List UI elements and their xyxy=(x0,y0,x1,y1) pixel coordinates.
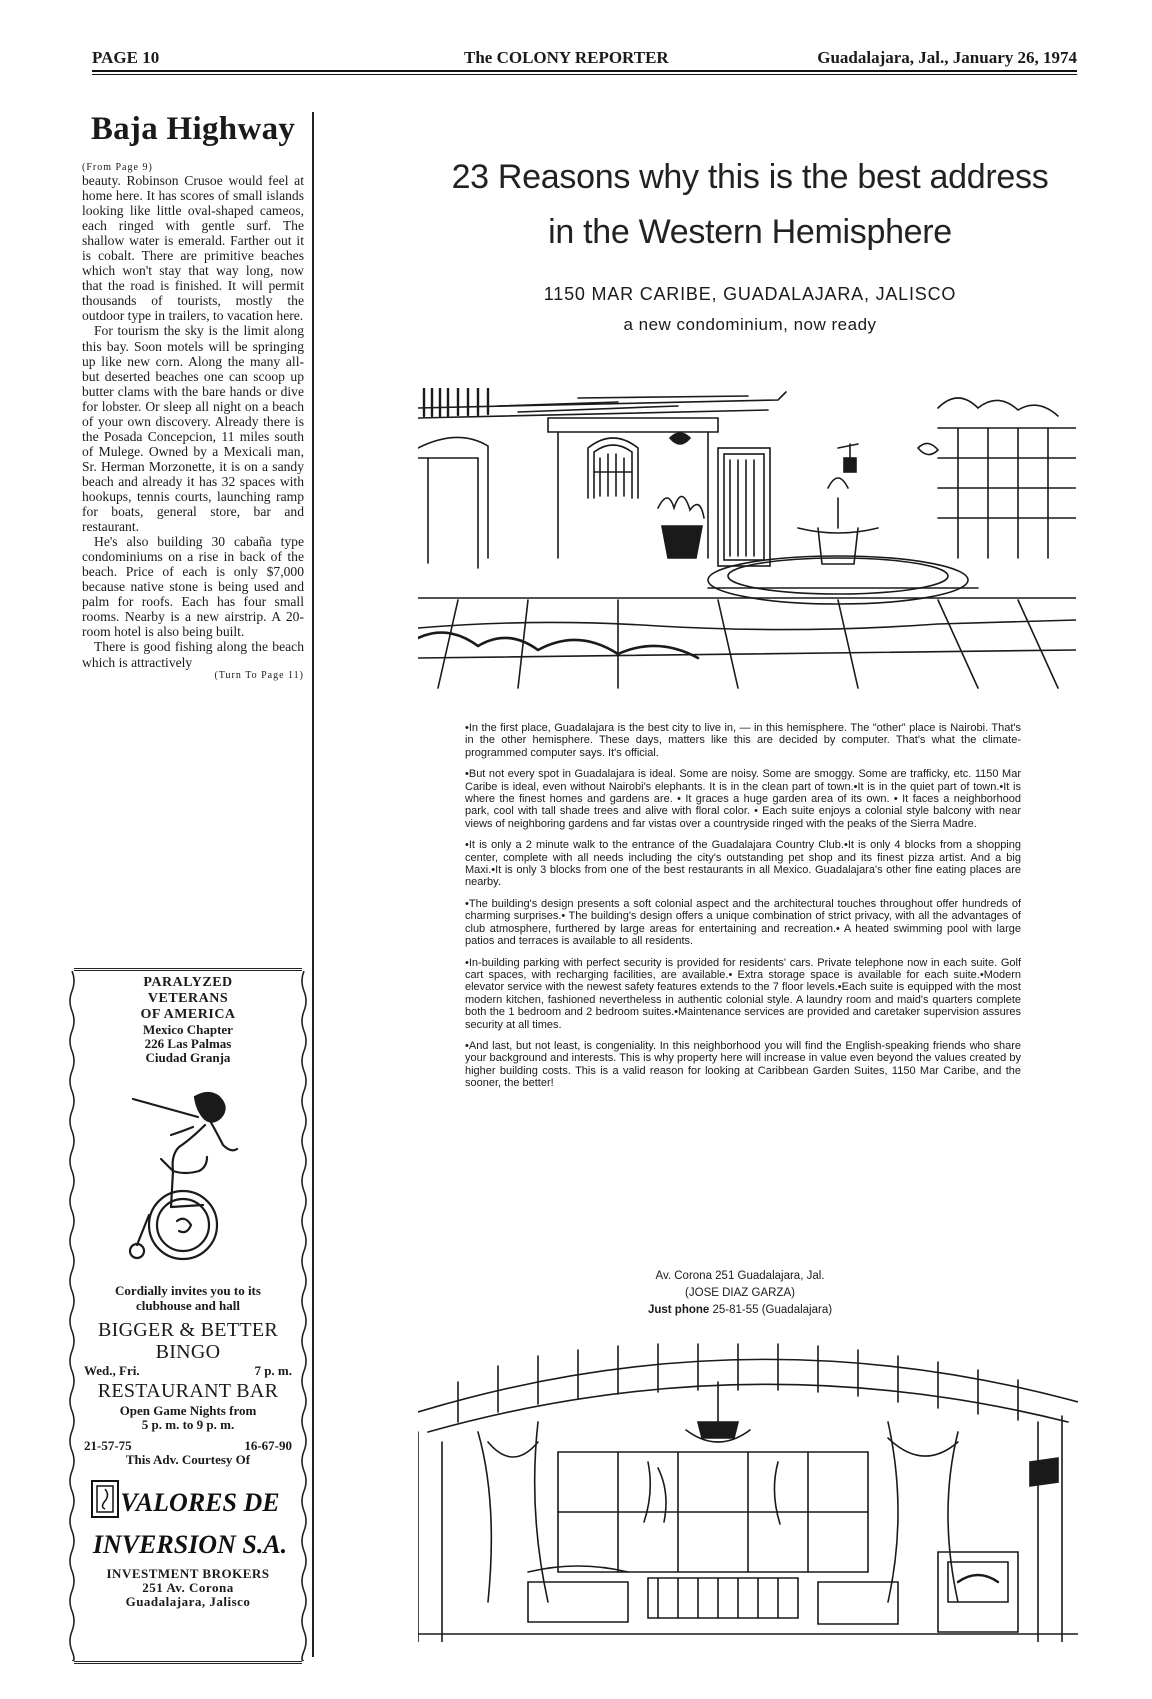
masthead xyxy=(92,44,1077,70)
bingo-time: 7 p. m. xyxy=(254,1363,292,1378)
logo-line-1: VALORES DE xyxy=(120,1488,280,1517)
condo-headline-line: 23 Reasons why this is the best address xyxy=(451,158,1049,196)
courtesy-line: This Adv. Courtesy Of xyxy=(125,1452,251,1467)
org-name-line: OF AMERICA xyxy=(140,1007,236,1022)
masthead-rule xyxy=(92,70,1077,72)
interior-illustration xyxy=(418,1342,1078,1642)
masthead-rule-thin xyxy=(92,74,1077,75)
game-nights-line: Open Game Nights from xyxy=(119,1403,257,1418)
article-paragraph: For tourism the sky is the limit along this bay. Soon motels will be springing up like new corn. Along the many all-but deserted beaches one can scoop up butter clams with the bare hands or dive for lobster. Or sleep all night on a beach of your own discovery. Already there is the Posada Concepcion, 11 miles south of Mulege. Owned by a Mexicali man, Sr. Herman Morzonette, it is on a sandy beach and already it has 32 spaces with hookups, tennis courts, launching ramp for boats, general store, bar and restaurant. xyxy=(82,323,304,535)
reason-paragraph: •And last, but not least, is congeniality. In this neighborhood you will find the English-speaking friends who share your background and interests. This is why property here will increase in value even beyond the values created by higher building costs. This is a valid reason for looking at Caribbean Garden Suites, 1150 Mar Caribe, and the sooner, the better! xyxy=(465,1039,1021,1090)
condo-tagline: a new condominium, now ready xyxy=(623,315,877,334)
reason-paragraph: •The building's design presents a soft colonial aspect and the architectural touches throughout offer hundreds of charming surprises.• The building's design offers a unique combination of strict privacy, with all the advantages of club atmosphere, furthered by large areas for entertaining and recreation.• A heated swimming pool with large patios and terraces is available to all residents. xyxy=(465,897,1021,948)
article-paragraph: There is good fishing along the beach which is attractively xyxy=(82,639,304,670)
bingo-line: BINGO xyxy=(155,1341,221,1363)
condo-reasons xyxy=(465,722,1021,1099)
contact-phone: 25-81-55 (Guadalajara) xyxy=(712,1304,833,1316)
valores-logo-mark xyxy=(88,1473,288,1565)
brokers-line: 251 Av. Corona xyxy=(142,1580,234,1595)
bingo-days: Wed., Fri. xyxy=(84,1363,140,1378)
reason-paragraph: •But not every spot in Guadalajara is ideal. Some are noisy. Some are smoggy. Some are trafficky, etc. 1150 Mar Caribe is ideal, even without Nairobi's elephants. It is in the clean part of town.•It is in the quiet part of town.•It is where the finest homes and gardens are. • It graces a huge garden area of its own. • It faces a neighborhood park, cool with tall shade trees and alive with floral color. • Each suite enjoys a colonial style balcony with near views of neighboring gardens and far vistas over a countryside ringed with the peaks of the Sierra Madre. xyxy=(465,768,1021,830)
org-name-line: PARALYZED xyxy=(143,975,233,990)
bingo-schedule xyxy=(84,1363,292,1378)
reason-paragraph: •In the first place, Guadalajara is the best city to live in, — in this hemisphere. The "other" place is Nairobi. That's in the other hemisphere. These days, matters like this are decided by computer. That's what the climate-programmed computer says. It's official. xyxy=(465,722,1021,759)
article-paragraph: beauty. Robinson Crusoe would feel at home here. It has scores of small islands looking like little oval-shaped cameos, each ringed with gentle surf. The shallow water is emerald. Farther out it is cobalt. There are primitive beaches which won't stay that way long, now that the road is finished. It will permit thousands of tourists, mostly the outdoor type in trailers, to vacation here. xyxy=(82,173,304,324)
article-paragraph: He's also building 30 cabaña type condominiums on a rise in back of the beach. Price of each is only $7,000 because native stone is being used and palm for roofs. Each has four small rooms. Nearby is a new airstrip. A 20-room hotel is also being built. xyxy=(82,534,304,640)
chapter-line: Mexico Chapter xyxy=(143,1022,233,1037)
brokers-line: INVESTMENT BROKERS xyxy=(106,1566,270,1581)
condo-address: 1150 MAR CARIBE, GUADALAJARA, JALISCO xyxy=(543,284,957,304)
column-rule xyxy=(312,112,314,1657)
continued-on: (Turn To Page 11) xyxy=(214,669,304,681)
courtyard-illustration xyxy=(418,388,1076,690)
continued-from: (From Page 9) xyxy=(82,162,153,173)
contact-phone-line xyxy=(560,1302,920,1319)
condo-headline-line: in the Western Hemisphere xyxy=(548,213,952,251)
dateline: Guadalajara, Jal., January 26, 1974 xyxy=(817,48,1077,67)
org-name-line: VETERANS xyxy=(147,991,229,1006)
newspaper-name: The COLONY REPORTER xyxy=(464,48,669,67)
valores-logo xyxy=(88,1473,288,1565)
baja-article xyxy=(82,110,304,681)
reason-paragraph: •It is only a 2 minute walk to the entrance of the Guadalajara Country Club.•It is only 4 blocks from a shopping center, complete with all needs including the city's outstanding pet shop and its finest pizza artist. And a big Maxi.•It is only 3 blocks from one of the best restaurants in all Mexico. Guadalajara's other fine eating places are nearby. xyxy=(465,839,1021,889)
condo-contact xyxy=(560,1268,920,1319)
phone-right: 16-67-90 xyxy=(244,1438,292,1453)
wavy-border-right xyxy=(300,971,308,1661)
pva-ad-content xyxy=(84,975,292,1609)
condo-ad-header xyxy=(430,150,1070,336)
invite-line: Cordially invites you to its xyxy=(115,1283,261,1298)
bingo-line: BIGGER & BETTER xyxy=(97,1319,279,1341)
restaurant-bar: RESTAURANT BAR xyxy=(97,1380,279,1402)
wheelchair-illustration xyxy=(113,1075,263,1275)
phone-numbers xyxy=(84,1438,292,1453)
article-headline: Baja Highway xyxy=(90,111,296,147)
article-body xyxy=(82,173,304,670)
chapter-line: 226 Las Palmas xyxy=(144,1036,232,1051)
page-number: PAGE 10 xyxy=(92,48,160,67)
wavy-border-left xyxy=(68,971,76,1661)
chapter-line: Ciudad Granja xyxy=(145,1050,231,1065)
phone-left: 21-57-75 xyxy=(84,1438,132,1453)
pva-bingo-ad xyxy=(74,968,302,1664)
contact-name: (JOSE DIAZ GARZA) xyxy=(685,1287,795,1299)
contact-address: Av. Corona 251 Guadalajara, Jal. xyxy=(655,1270,825,1282)
logo-line-2: INVERSION S.A. xyxy=(92,1530,288,1559)
contact-phone-label: Just phone xyxy=(647,1304,710,1316)
brokers-line: Guadalajara, Jalisco xyxy=(125,1594,251,1609)
invite-line: clubhouse and hall xyxy=(135,1298,241,1313)
reason-paragraph: •In-building parking with perfect security is provided for residents' cars. Private telephone now in each suite. Golf cart spaces, with recharging facilities, are available.• Extra storage space is available for each suite.•Modern elevator service with the newest safety features extends to the 7 floor levels.•Each suite is equipped with the most modern kitchen, fashioned nevertheless in authentic colonial style. A laundry room and maid's quarters complete both the 1 bedroom and 2 bedroom suites.•Maintenance services are provided and caretaker supervision assures security at all times. xyxy=(465,956,1021,1031)
game-nights-line: 5 p. m. to 9 p. m. xyxy=(141,1417,235,1432)
